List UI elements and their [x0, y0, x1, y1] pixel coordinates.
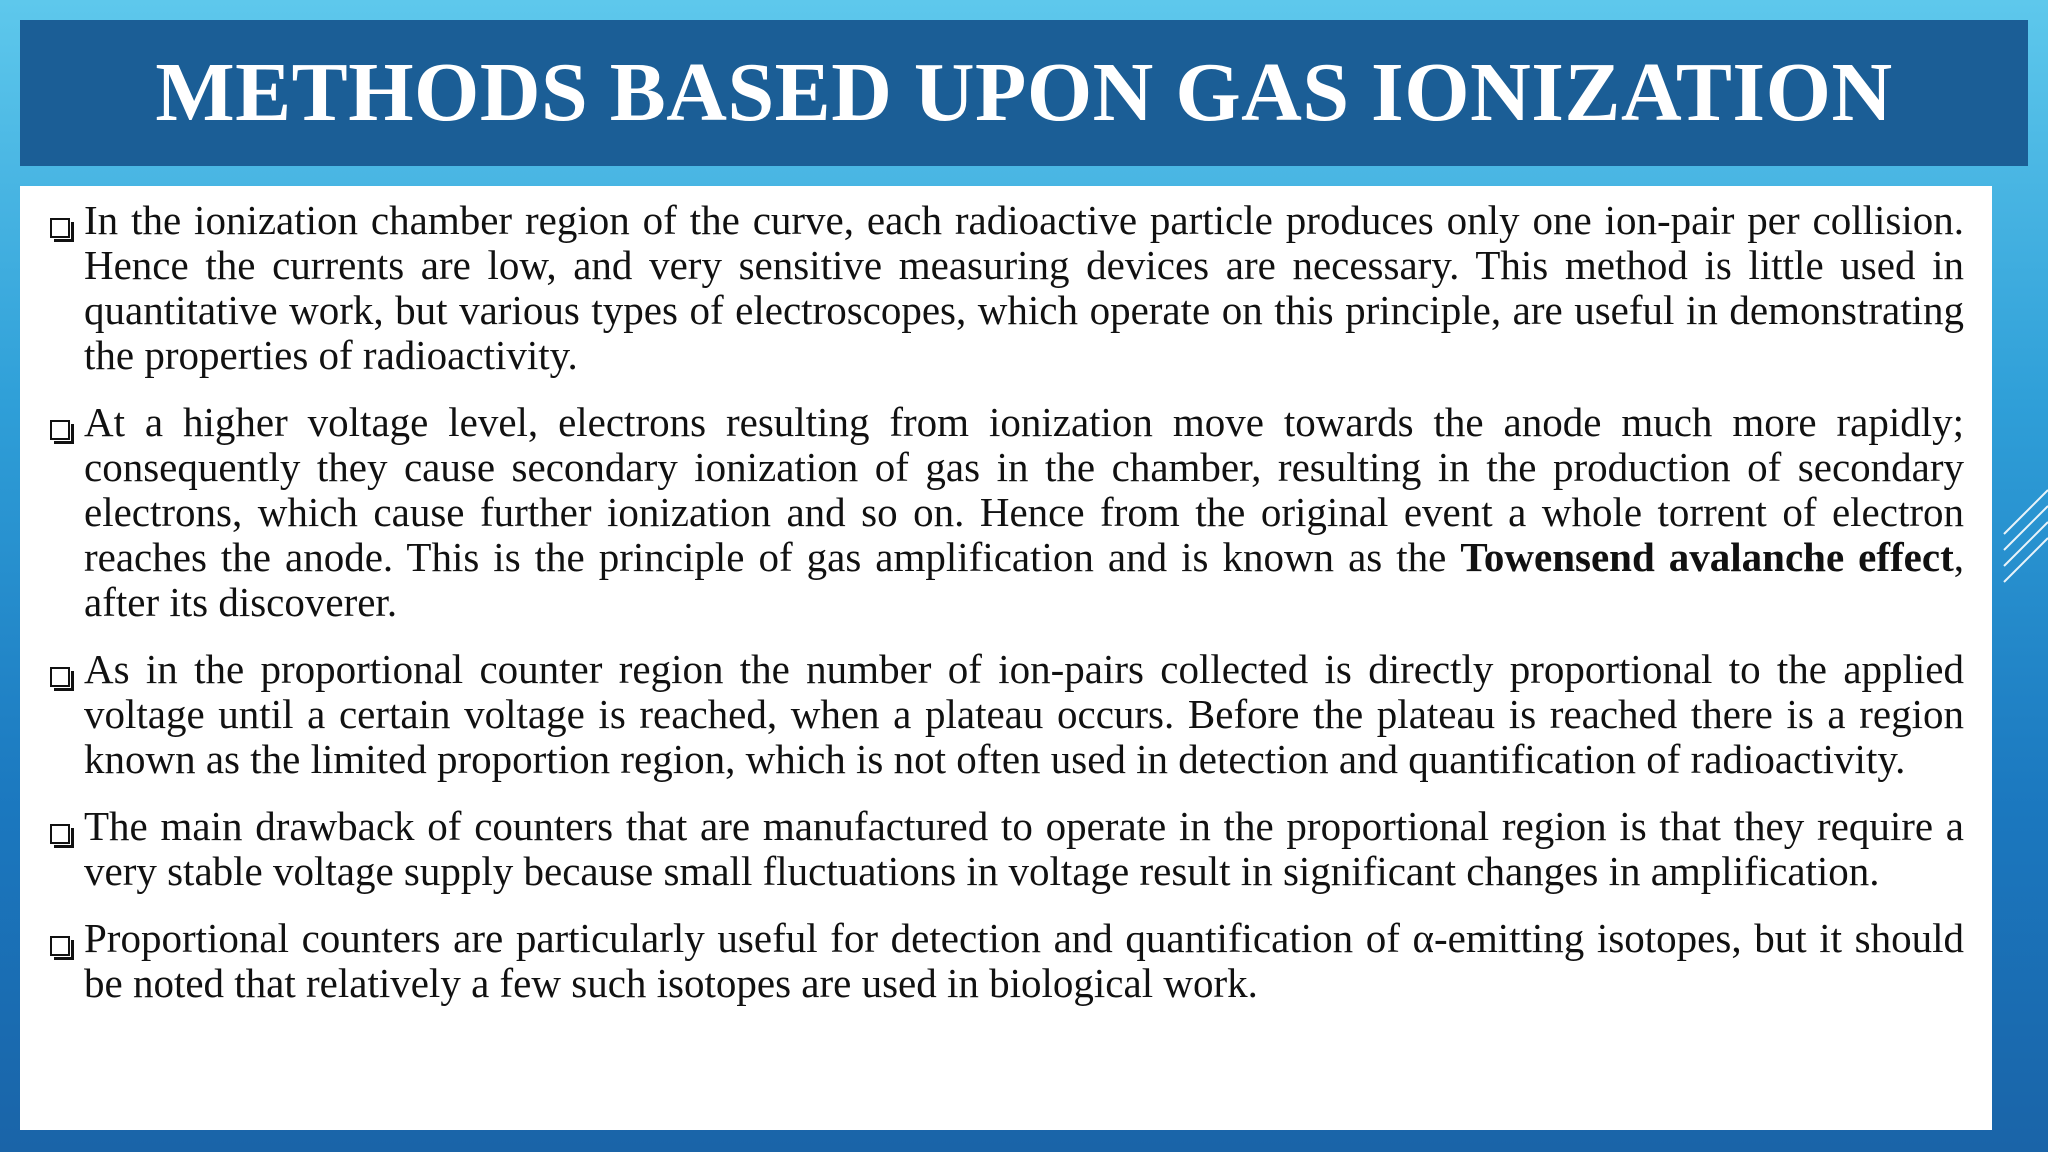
bullet-item — [50, 198, 1964, 378]
slide-title: METHODS BASED UPON GAS IONIZATION — [155, 46, 1893, 139]
bullet-text-part: , after its discoverer. — [84, 534, 1964, 625]
bullet-text-part: At a higher voltage level, electrons resulting from ionization move towards the anode much more rapidly; consequently they cause secondary ionization of gas in the chamber, resulting in the production of secondary electrons, which cause further ionization and so on. Hence from the original event a whole torrent of electron reaches the anode. This is the principle of gas amplification and is known as the — [84, 399, 1964, 580]
bullet-text: The main drawback of counters that are manufactured to operate in the proportional region is that they require a very stable voltage supply because small fluctuations in voltage result in significant changes in amplification. — [84, 803, 1964, 894]
content-box — [20, 186, 1992, 1130]
checkbox-bullet-icon — [50, 667, 70, 687]
bullet-text: Proportional counters are particularly useful for detection and quantification of α-emitting isotopes, but it should be noted that relatively a few such isotopes are used in biological work. — [84, 915, 1964, 1006]
checkbox-bullet-icon — [50, 218, 70, 238]
checkbox-bullet-icon — [50, 824, 70, 844]
bullet-text: In the ionization chamber region of the curve, each radioactive particle produces only one ion-pair per collision. Hence the currents are low, and very sensitive measuring devices are necessary. This method is little used in quantitative work, but various types of electroscopes, which operate on this principle, are useful in demonstrating the properties of radioactivity. — [84, 197, 1964, 378]
decorative-lines — [2000, 470, 2048, 610]
bullet-text-bold: Towensend avalanche effect — [1460, 534, 1954, 580]
checkbox-bullet-icon — [50, 936, 70, 956]
checkbox-bullet-icon — [50, 420, 70, 440]
bullet-item — [50, 647, 1964, 782]
bullet-text — [84, 400, 1964, 625]
bullet-item — [50, 916, 1964, 1006]
bullet-item — [50, 804, 1964, 894]
bullet-item — [50, 400, 1964, 625]
bullet-text: As in the proportional counter region the number of ion-pairs collected is directly proportional to the applied voltage until a certain voltage is reached, when a plateau occurs. Before the plateau is reached there is a region known as the limited proportion region, which is not often used in detection and quantification of radioactivity. — [84, 646, 1964, 782]
title-bar — [20, 20, 2028, 166]
